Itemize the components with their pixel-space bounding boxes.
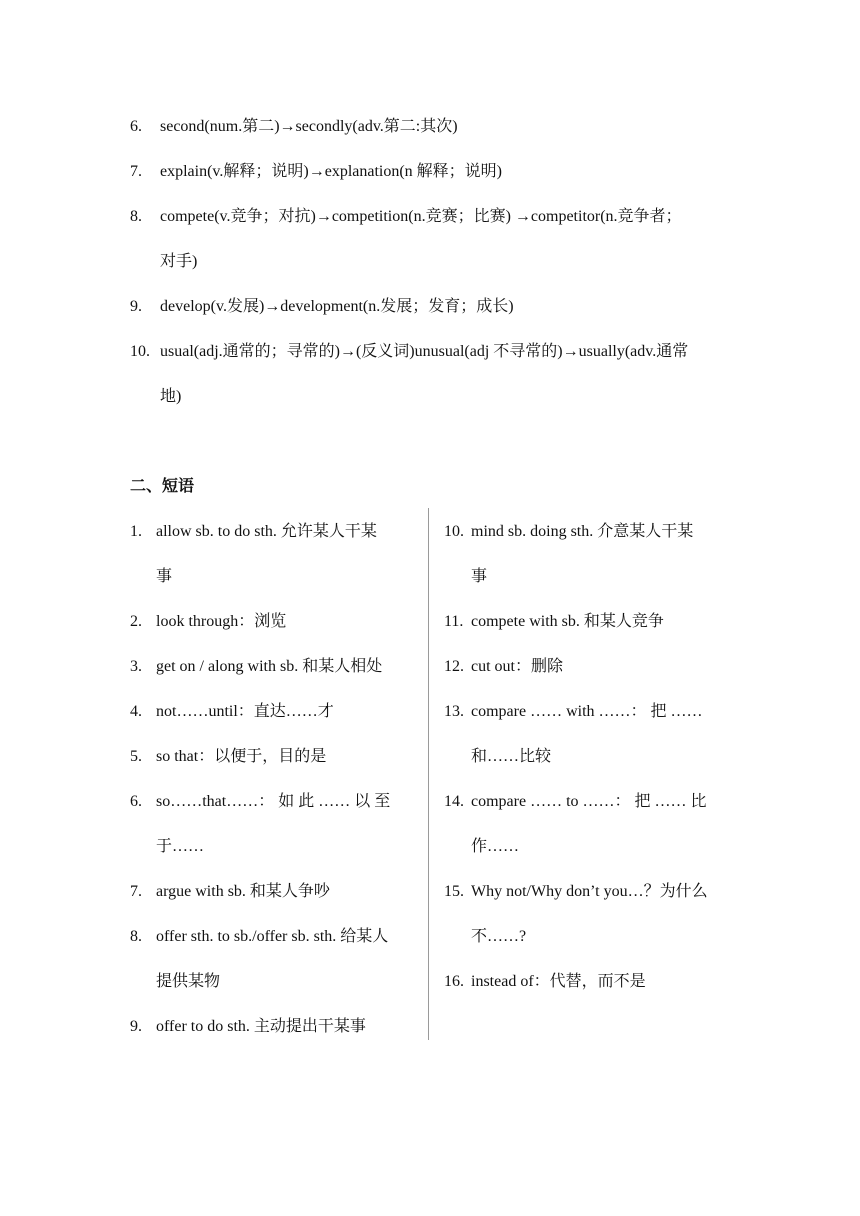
phrase-item-7: argue with sb. 和某人争吵 bbox=[156, 883, 330, 900]
vocab-item-6: second(num.第二)→secondly(adv.第二:其次) bbox=[160, 118, 458, 135]
phrase-item-8: offer sth. to sb./offer sb. sth. 给某人 bbox=[156, 928, 389, 945]
section-heading: 二、短语 bbox=[130, 478, 195, 495]
phrase-num-8: 8. bbox=[130, 928, 142, 945]
vocab-num-10: 10. bbox=[130, 343, 150, 360]
phrase-item-5: so that：以便于，目的是 bbox=[156, 748, 327, 765]
phrase-num-5: 5. bbox=[130, 748, 142, 765]
phrase-item-16: instead of：代替，而不是 bbox=[471, 973, 646, 990]
phrase-item-11: compete with sb. 和某人竞争 bbox=[471, 613, 664, 630]
vocab-item-7: explain(v.解释；说明)→explanation(n 解释；说明) bbox=[160, 163, 503, 180]
phrase-item-4: not……until：直达……才 bbox=[156, 703, 334, 720]
phrase-item-6: so……that……： 如 此 …… 以 至 bbox=[156, 793, 391, 810]
phrase-num-15: 15. bbox=[444, 883, 464, 900]
phrase-item-3: get on / along with sb. 和某人相处 bbox=[156, 658, 383, 675]
phrase-num-7: 7. bbox=[130, 883, 142, 900]
vocab-num-9: 9. bbox=[130, 298, 142, 315]
phrase-item-10-cont: 事 bbox=[471, 568, 488, 585]
vocab-item-8: compete(v.竞争；对抗)→competition(n.竞赛；比赛) →competitor(n.竞争者； bbox=[160, 208, 682, 225]
phrase-item-15: Why not/Why don’t you…？为什么 bbox=[471, 883, 708, 900]
vocab-num-6: 6. bbox=[130, 118, 142, 135]
phrase-item-12: cut out：删除 bbox=[471, 658, 563, 675]
phrase-num-3: 3. bbox=[130, 658, 142, 675]
phrase-item-14: compare …… to ……： 把 …… 比 bbox=[471, 793, 707, 810]
vocab-item-10-cont: 地) bbox=[160, 388, 182, 405]
phrase-num-10: 10. bbox=[444, 523, 464, 540]
phrase-item-13: compare …… with ……： 把 …… bbox=[471, 703, 703, 720]
vocab-num-7: 7. bbox=[130, 163, 142, 180]
phrase-item-10: mind sb. doing sth. 介意某人干某 bbox=[471, 523, 694, 540]
vocab-item-8-cont: 对手) bbox=[160, 253, 198, 270]
phrase-num-11: 11. bbox=[444, 613, 464, 630]
phrase-num-12: 12. bbox=[444, 658, 464, 675]
phrase-item-2: look through：浏览 bbox=[156, 613, 287, 630]
phrase-item-1-cont: 事 bbox=[156, 568, 173, 585]
phrase-num-1: 1. bbox=[130, 523, 142, 540]
phrase-item-9: offer to do sth. 主动提出干某事 bbox=[156, 1018, 366, 1035]
phrase-item-13-cont: 和……比较 bbox=[471, 748, 552, 765]
phrase-item-14-cont: 作…… bbox=[471, 838, 520, 855]
phrase-item-6-cont: 于…… bbox=[156, 838, 205, 855]
phrase-num-13: 13. bbox=[444, 703, 464, 720]
phrase-num-9: 9. bbox=[130, 1018, 142, 1035]
phrase-item-1-text: allow sb. to do sth. 允许某人干某 bbox=[156, 523, 377, 540]
phrase-item-15-cont: 不……? bbox=[471, 928, 527, 945]
phrase-num-14: 14. bbox=[444, 793, 464, 810]
phrase-num-4: 4. bbox=[130, 703, 142, 720]
vocab-item-10: usual(adj.通常的；寻常的)→(反义词)unusual(adj 不寻常的)→usually(adv.通常 bbox=[160, 343, 689, 360]
phrase-item-8-cont: 提供某物 bbox=[156, 973, 221, 990]
phrase-item-1 bbox=[156, 522, 415, 542]
vocab-item-9: develop(v.发展)→development(n.发展；发育；成长) bbox=[160, 298, 514, 315]
phrase-num-6: 6. bbox=[130, 793, 142, 810]
column-divider bbox=[428, 508, 429, 1040]
phrase-num-16: 16. bbox=[444, 973, 464, 990]
phrase-num-2: 2. bbox=[130, 613, 142, 630]
vocab-num-8: 8. bbox=[130, 208, 142, 225]
